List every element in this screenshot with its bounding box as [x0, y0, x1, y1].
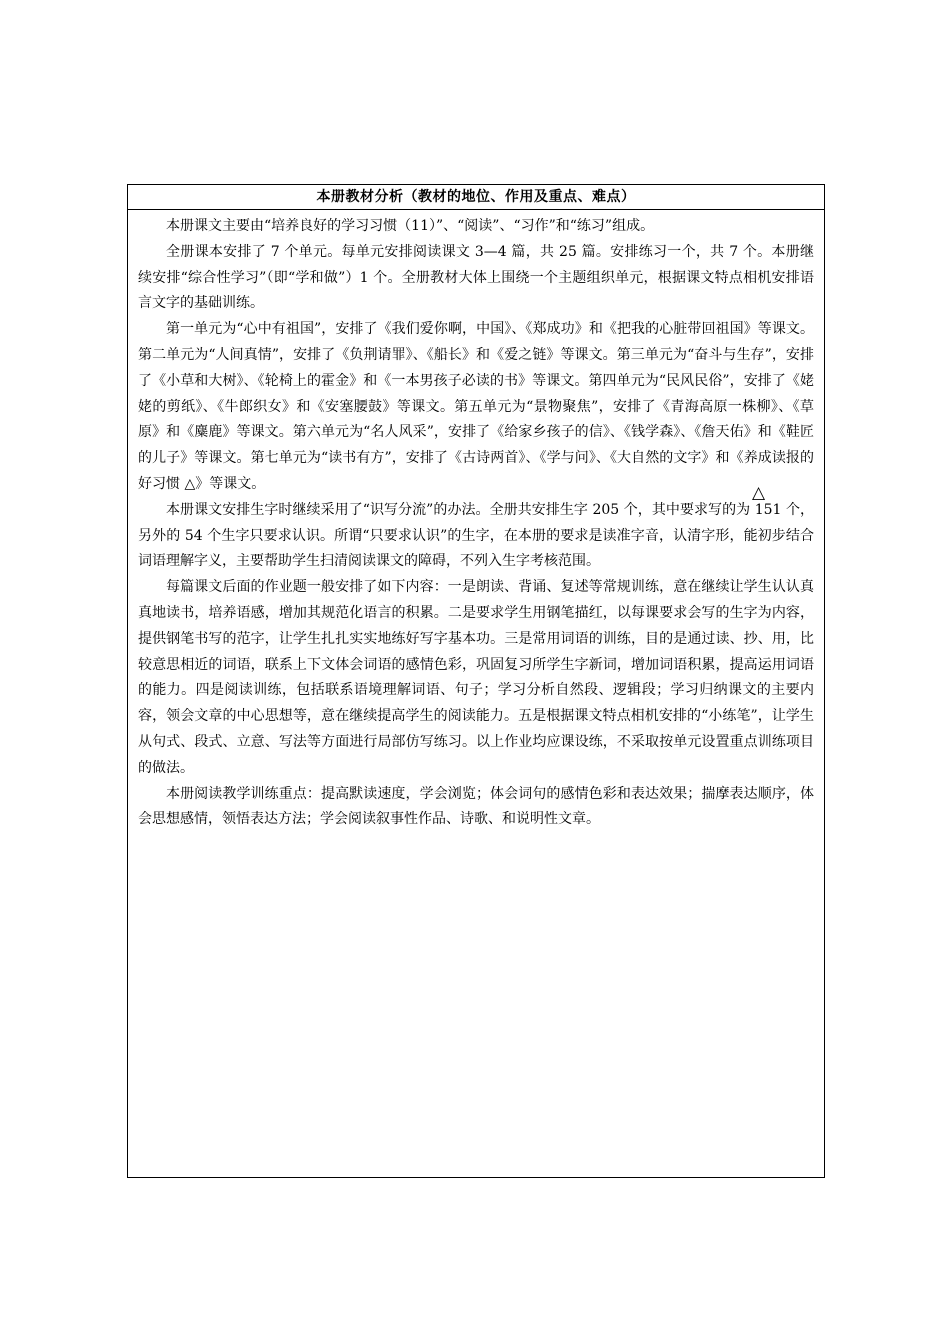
- paragraph-reading-focus: 本册阅读教学训练重点：提高默读速度，学会浏览；体会词句的感情色彩和表达效果；揣摩表达顺序，体会思想感情，领悟表达方法；学会阅读叙事性作品、诗歌、和说明性文章。: [138, 785, 814, 828]
- table-header: 本册教材分析（教材的地位、作用及重点、难点）: [128, 185, 824, 210]
- table-body: [128, 210, 824, 833]
- triangle-mark-icon: △: [752, 483, 766, 503]
- paragraph-units-overview: 全册课本安排了 7 个单元。每单元安排阅读课文 3—4 篇，共 25 篇。安排练习一个，共 7 个。本册继续安排“综合性学习”（即“学和做”）1 个。全册教材大体上围绕一个主题组织单元，根据课文特点相机安排语言文字的基础训练。: [138, 243, 814, 312]
- paragraph-composition: 本册课文主要由“培养良好的学习习惯（11）”、“阅读”、“习作”和“练习”组成。: [166, 218, 655, 234]
- paragraph-characters: 本册课文安排生字时继续采用了“识写分流”的办法。全册共安排生字 205 个，其中要求写的为 151 个，另外的 54 个生字只要求认识。所谓“只要求认识”的生字，在本册的要求是读准字音，认清字形，能初步结合词语理解字义，主要帮助学生扫清阅读课文的障碍，不列入生字考核范围。: [138, 501, 814, 570]
- paragraph-unit-contents: 第一单元为“心中有祖国”，安排了《我们爱你啊，中国》、《郑成功》和《把我的心脏带回祖国》等课文。第二单元为“人间真情”，安排了《负荆请罪》、《船长》和《爱之链》等课文。第三单元为“奋斗与生存”，安排了《小草和大树》、《轮椅上的霍金》和《一本男孩子必读的书》等课文。第四单元为“民风民俗”，安排了《姥姥的剪纸》、《牛郎织女》和《安塞腰鼓》等课文。第五单元为“景物聚焦”，安排了《青海高原一株柳》、《草原》和《麋鹿》等课文。第六单元为“名人风采”，安排了《给家乡孩子的信》、《钱学森》、《詹天佑》和《鞋匠的儿子》等课文。第七单元为“读书有方”，安排了《古诗两首》、《学与问》、《大自然的文字》和《养成读报的好习惯 △》等课文。: [138, 321, 814, 492]
- paragraph-exercises: 每篇课文后面的作业题一般安排了如下内容：一是朗读、背诵、复述等常规训练，意在继续让学生认认真真地读书，培养语感，增加其规范化语言的积累。二是要求学生用钢笔描红，以每课要求会写的生字为内容，提供钢笔书写的范字，让学生扎扎实实地练好写字基本功。三是常用词语的训练，目的是通过读、抄、用，比较意思相近的词语，联系上下文体会词语的感情色彩，巩固复习所学生字新词，增加词语积累，提高运用词语的能力。四是阅读训练，包括联系语境理解词语、句子；学习分析自然段、逻辑段；学习归纳课文的主要内容，领会文章的中心思想等，意在继续提高学生的阅读能力。五是根据课文特点相机安排的“小练笔”，让学生从句式、段式、立意、写法等方面进行局部仿写练习。以上作业均应课设练，不采取按单元设置重点训练项目的做法。: [138, 579, 814, 776]
- analysis-table: [127, 184, 825, 1178]
